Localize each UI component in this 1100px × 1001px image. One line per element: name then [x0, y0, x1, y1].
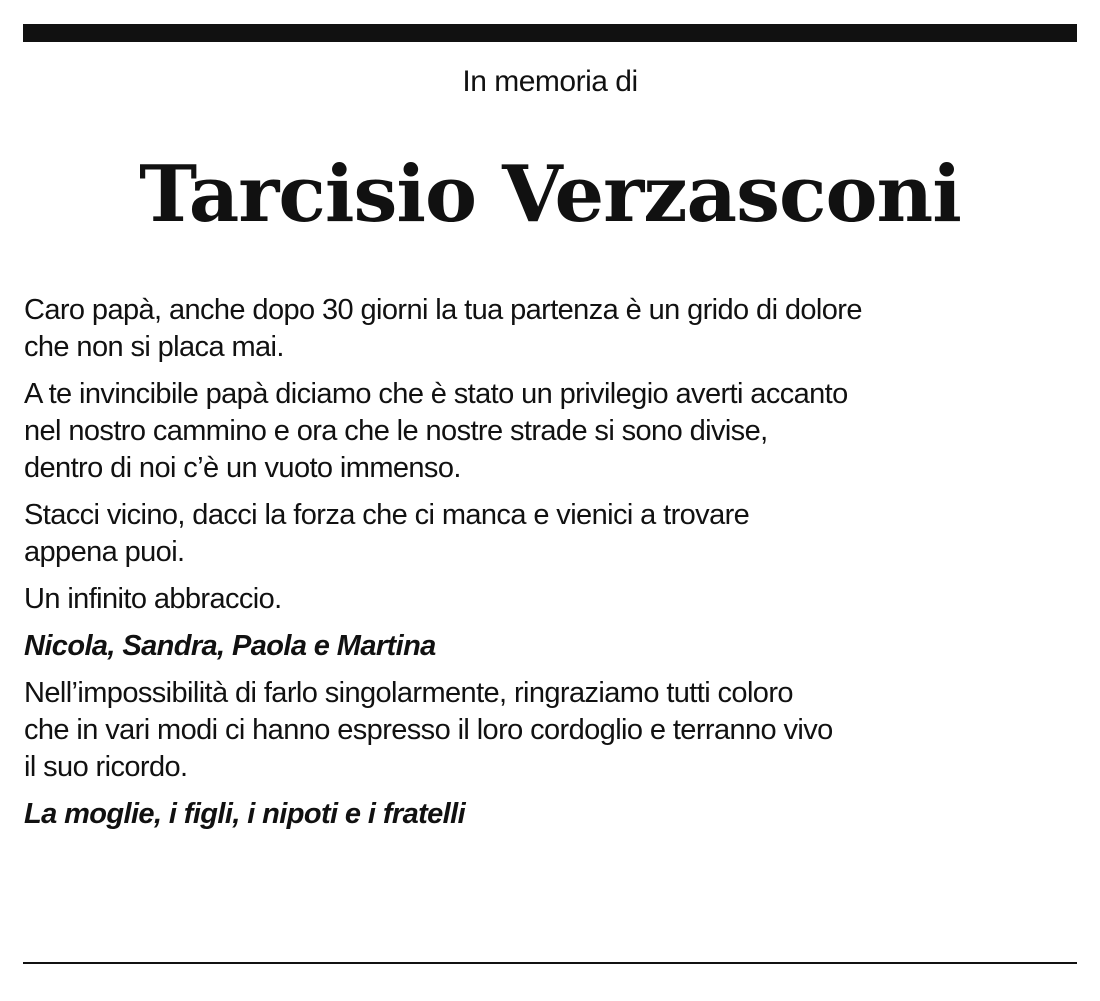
- deceased-name: Tarcisio Verzasconi: [139, 149, 961, 240]
- signature-family: La moglie, i figli, i nipoti e i fratelli: [24, 798, 466, 830]
- thanks-paragraph: Nell’impossibilità di farlo singolarmente, ringraziamo tutti coloro che in vari modi ci hanno espresso il loro cordoglio e terranno vivo il suo ricordo.: [24, 677, 833, 783]
- message-paragraph-4: Un infinito abbraccio.: [24, 583, 282, 615]
- top-rule: [23, 24, 1077, 42]
- message-paragraph-1: Caro papà, anche dopo 30 giorni la tua partenza è un grido di dolore che non si placa mai.: [24, 294, 862, 363]
- signature-children: Nicola, Sandra, Paola e Martina: [24, 630, 436, 662]
- message-paragraph-3: Stacci vicino, dacci la forza che ci manca e vienici a trovare appena puoi.: [24, 499, 750, 568]
- message-paragraph-2: A te invincibile papà diciamo che è stato un privilegio averti accanto nel nostro cammino e ora che le nostre strade si sono divise, dentro di noi c’è un vuoto immenso.: [24, 378, 848, 484]
- intro-line: In memoria di: [462, 65, 638, 98]
- notice-body: [24, 292, 1064, 843]
- bottom-rule: [23, 962, 1077, 964]
